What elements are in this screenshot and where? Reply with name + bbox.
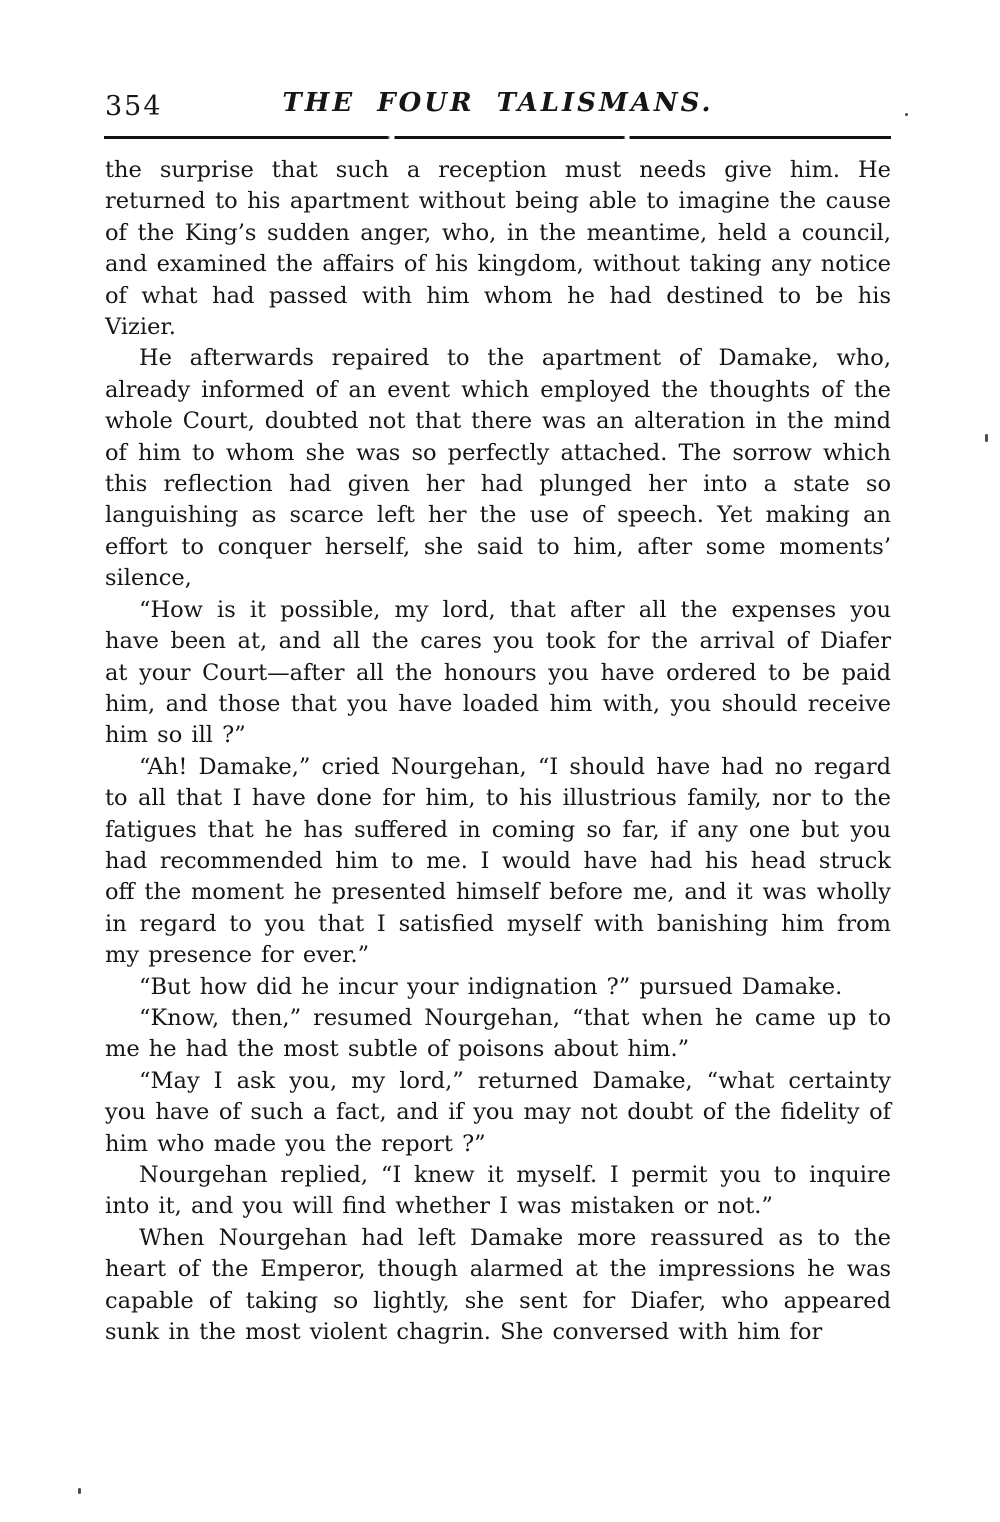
page-text <box>105 155 891 1348</box>
paragraph: “May I ask you, my lord,” returned Damake, “what certainty you have of such a fact, and if you may not doubt of the fidelity of him who made you the report ?” <box>105 1067 891 1157</box>
page-number: 354 <box>105 91 163 122</box>
scan-speck <box>905 113 908 116</box>
header-rule <box>104 136 891 139</box>
paragraph: the surprise that such a reception must needs give him. He returned to his apartment without being able to imagine the cause of the King’s sudden anger, who, in the meantime, held a council, and examined the affairs of his kingdom, without taking any notice of what had passed with him whom he had destined to be his Vizier. <box>105 157 891 341</box>
paragraph: “Ah! Damake,” cried Nourgehan, “I should have had no regard to all that I have done for him, to his illustrious family, nor to the fatigues that he has suffered in coming so far, if any one but you had recommended him to me. I would have had his head struck off the moment he presented himself before me, and it was wholly in regard to you that I satisfied myself with banishing him from my presence for ever.” <box>105 753 891 969</box>
paragraph: When Nourgehan had left Damake more reassured as to the heart of the Emperor, though alarmed at the impressions he was capable of taking so lightly, she sent for Diafer, who appeared sunk in the most violent chagrin. She conversed with him for <box>105 1224 891 1346</box>
paragraph: “Know, then,” resumed Nourgehan, “that when he came up to me he had the most subtle of poisons about him.” <box>105 1004 891 1063</box>
paragraph: He afterwards repaired to the apartment of Damake, who, already informed of an event which employed the thoughts of the whole Court, doubted not that there was an alteration in the mind of him to whom she was so perfectly attached. The sorrow which this reflection had given her had plunged her into a state so languishing as scarce left her the use of speech. Yet making an effort to conquer herself, she said to him, after some moments’ silence, <box>105 345 891 592</box>
scan-speck <box>78 1488 81 1494</box>
paragraph: “How is it possible, my lord, that after all the expenses you have been at, and all the cares you took for the arrival of Diafer at your Court—after all the honours you have ordered to be paid him, and those that you have loaded him with, you should receive him so ill ?” <box>105 596 891 749</box>
paragraph: Nourgehan replied, “I knew it myself. I permit you to inquire into it, and you will find whether I was mistaken or not.” <box>105 1162 891 1220</box>
scan-speck <box>985 434 988 442</box>
paragraph: “But how did he incur your indignation ?” pursued Damake. <box>139 973 843 1000</box>
page-header <box>105 88 891 128</box>
running-title: THE FOUR TALISMANS. <box>282 88 714 118</box>
